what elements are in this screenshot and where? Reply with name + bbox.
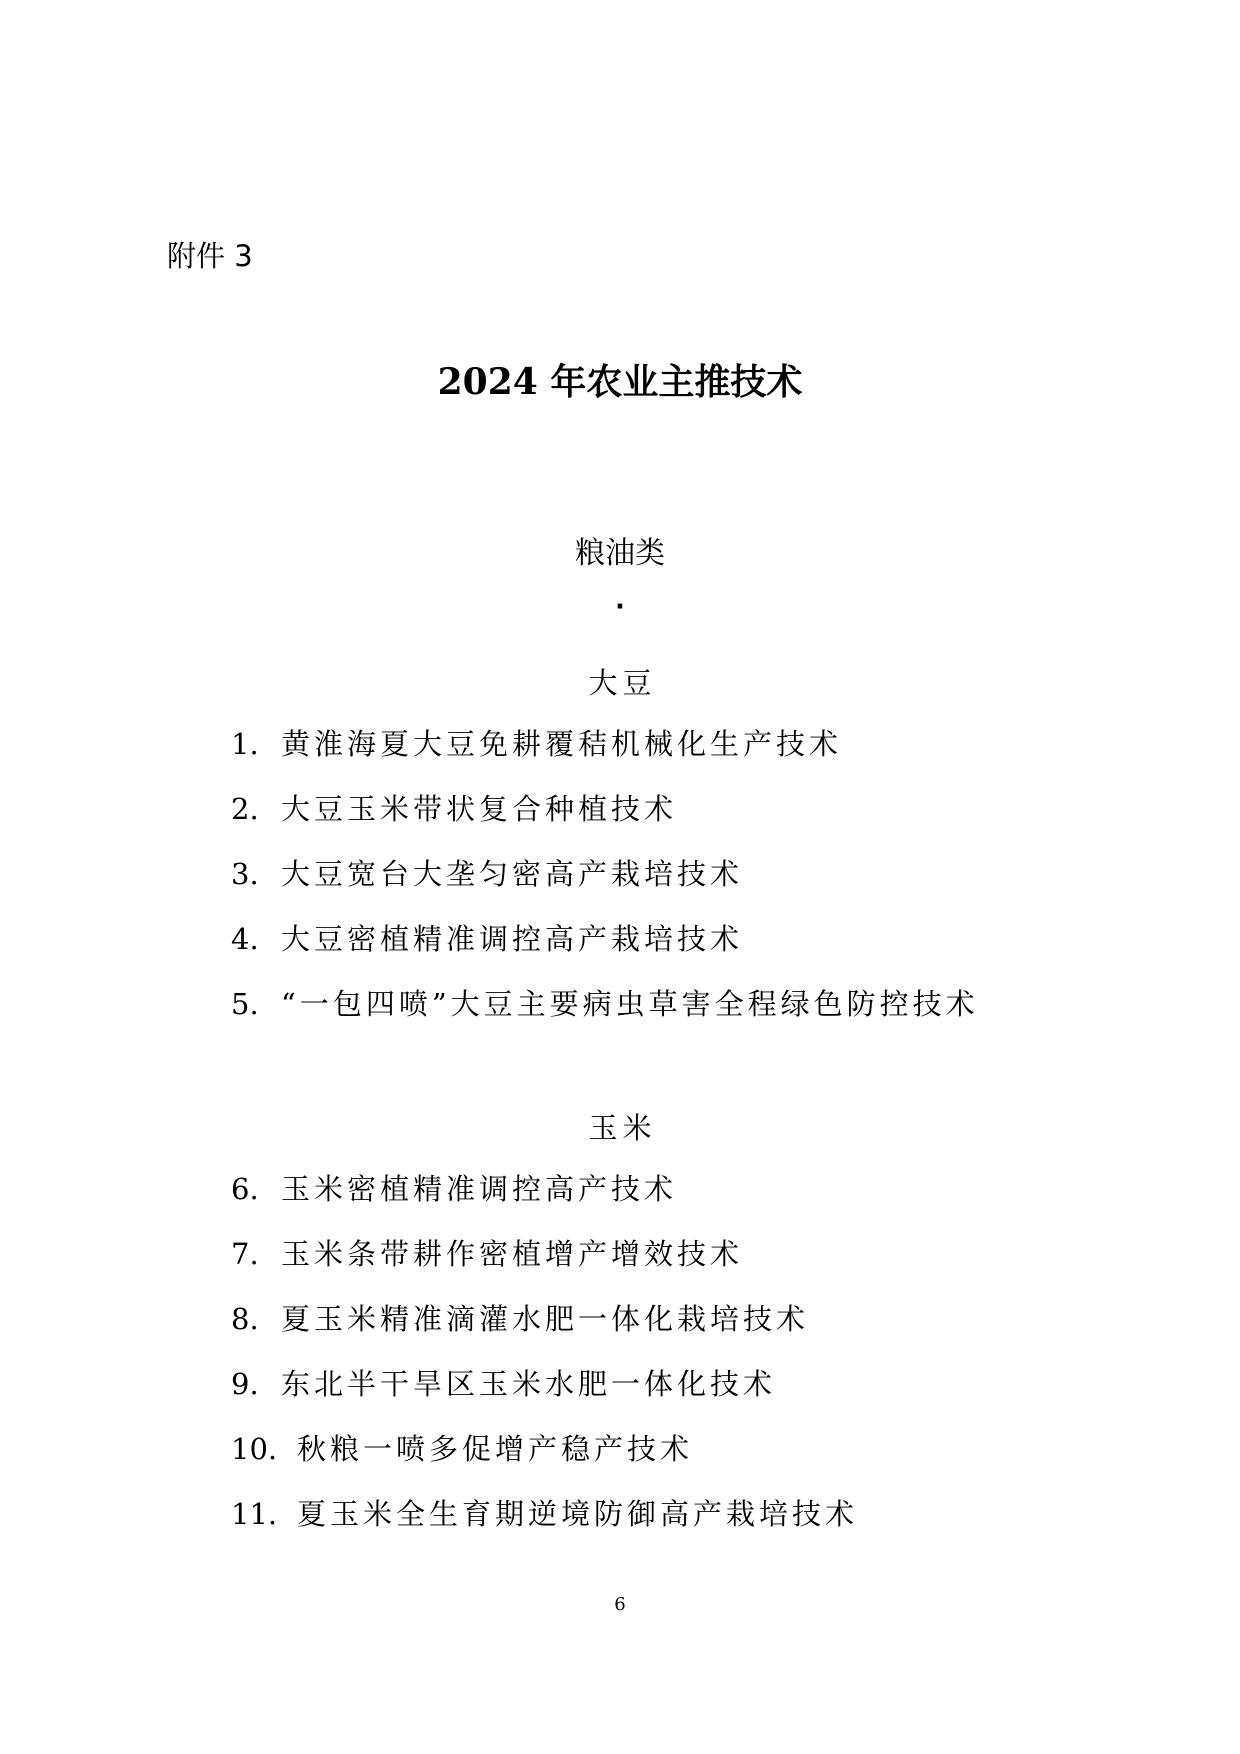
- item-text: 玉米密植精准调控高产技术: [281, 1172, 678, 1206]
- list-item: [231, 1299, 858, 1364]
- item-number: 5.: [231, 987, 259, 1021]
- list-item: [231, 1234, 858, 1299]
- item-number: 9.: [231, 1367, 259, 1401]
- item-text: 大豆密植精准调控高产栽培技术: [281, 922, 744, 956]
- item-number: 1.: [231, 727, 259, 761]
- category-heading-corn: 玉米: [588, 1111, 657, 1145]
- item-text: 大豆玉米带状复合种植技术: [281, 792, 678, 826]
- item-number: 6.: [231, 1172, 259, 1206]
- item-text: 黄淮海夏大豆免耕覆秸机械化生产技术: [281, 727, 843, 761]
- list-item: [231, 854, 979, 919]
- attachment-label: 附件 3: [167, 239, 253, 273]
- corn-technology-list: [231, 1169, 858, 1559]
- page-number: 6: [614, 1594, 626, 1615]
- list-item: [231, 789, 979, 854]
- soybean-technology-list: [231, 724, 979, 1049]
- list-item: [231, 1494, 858, 1559]
- document-title: 2024 年农业主推技术: [437, 361, 803, 403]
- category-heading-soybean: 大豆: [588, 666, 657, 700]
- list-item: [231, 724, 979, 789]
- item-text: 东北半干旱区玉米水肥一体化技术: [281, 1367, 777, 1401]
- item-number: 4.: [231, 922, 259, 956]
- list-item: [231, 984, 979, 1049]
- item-text: 秋粮一喷多促增产稳产技术: [297, 1432, 694, 1466]
- item-text: 玉米条带耕作密植增产增效技术: [281, 1237, 744, 1271]
- item-number: 7.: [231, 1237, 259, 1271]
- section-marker: ·: [615, 592, 625, 622]
- item-number: 11.: [231, 1497, 278, 1531]
- item-text: “一包四喷”大豆主要病虫草害全程绿色防控技术: [281, 987, 979, 1021]
- item-text: 大豆宽台大垄匀密高产栽培技术: [281, 857, 744, 891]
- list-item: [231, 1364, 858, 1429]
- list-item: [231, 919, 979, 984]
- item-number: 8.: [231, 1302, 259, 1336]
- section-heading: 粮油类: [575, 536, 665, 571]
- item-number: 10.: [231, 1432, 278, 1466]
- list-item: [231, 1169, 858, 1234]
- item-text: 夏玉米精准滴灌水肥一体化栽培技术: [281, 1302, 810, 1336]
- item-number: 3.: [231, 857, 259, 891]
- item-text: 夏玉米全生育期逆境防御高产栽培技术: [297, 1497, 859, 1531]
- list-item: [231, 1429, 858, 1494]
- item-number: 2.: [231, 792, 259, 826]
